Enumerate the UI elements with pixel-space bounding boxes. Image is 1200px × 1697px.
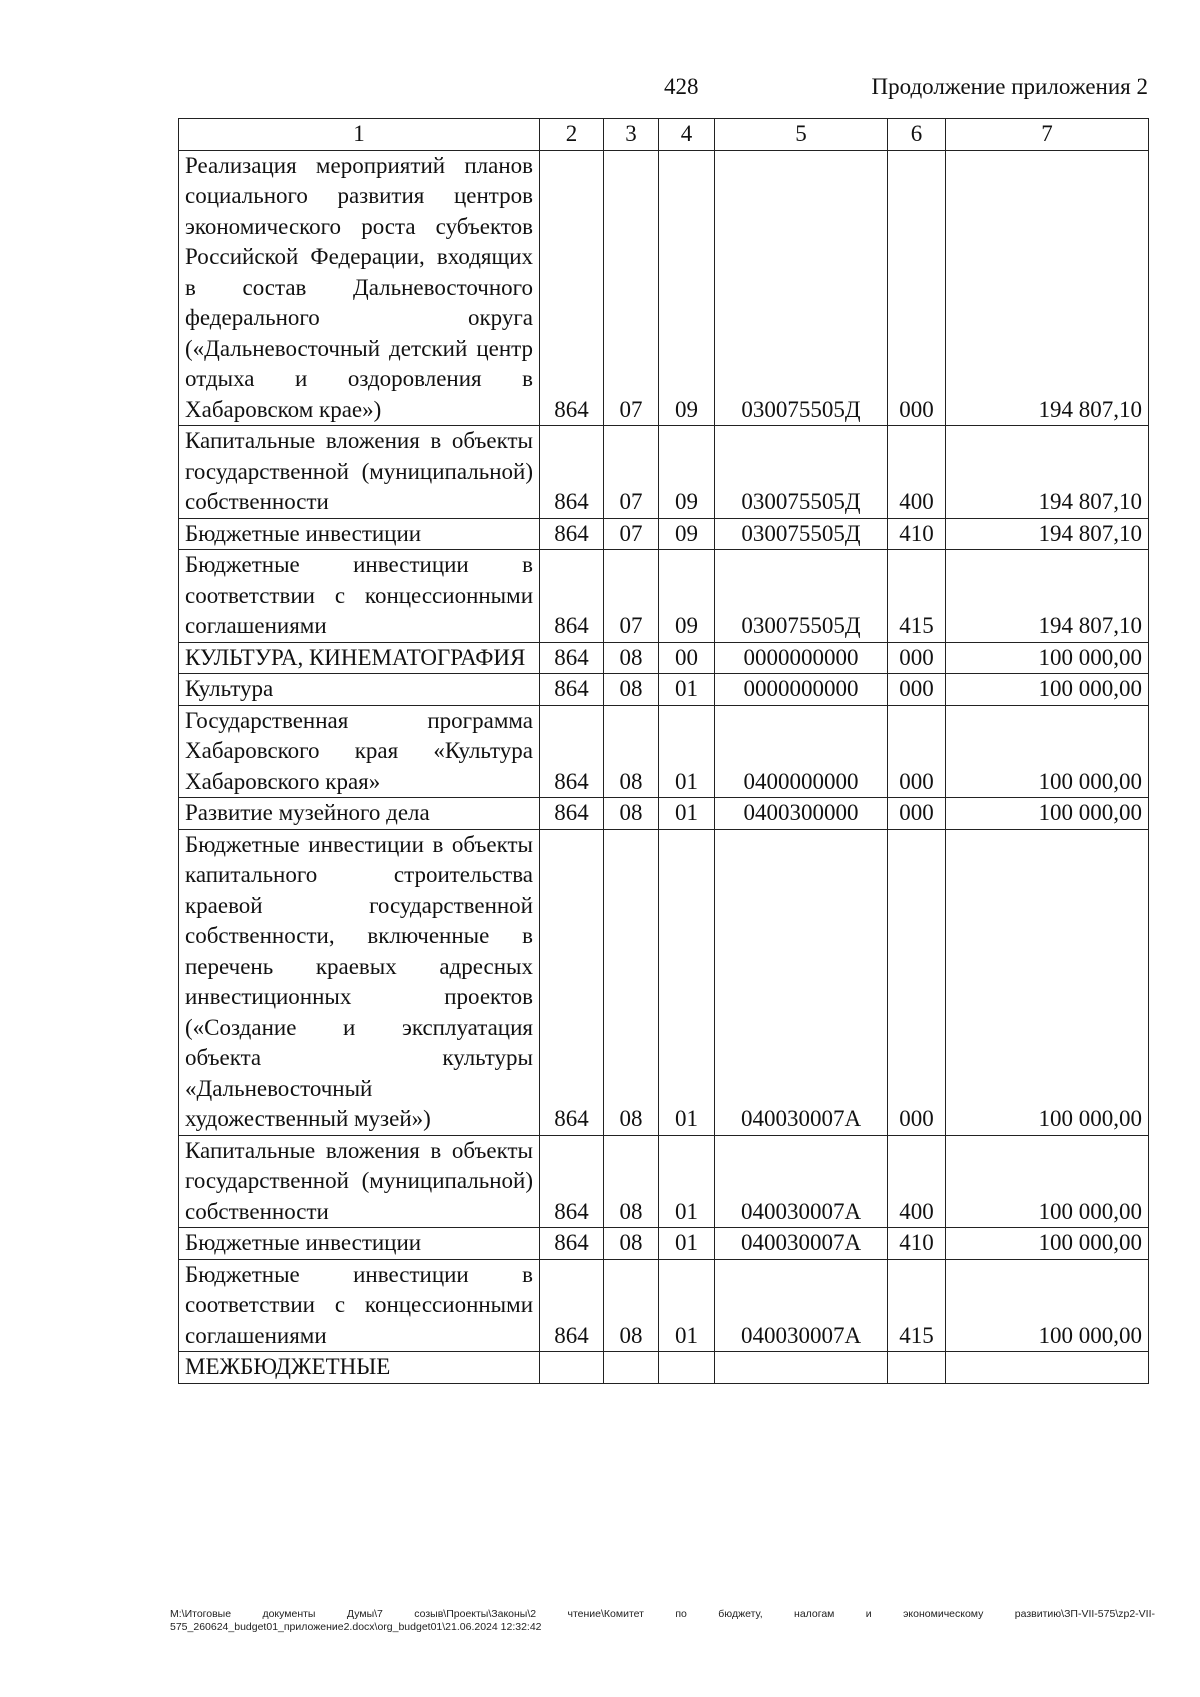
expense-type-cell: 400 — [888, 1135, 946, 1228]
column-header: 6 — [888, 119, 946, 151]
subdivision-code-cell: 01 — [659, 1259, 715, 1352]
subdivision-code-cell: 00 — [659, 642, 715, 674]
subdivision-code-cell: 01 — [659, 798, 715, 830]
amount-cell: 194 807,10 — [946, 550, 1149, 643]
subdivision-code-cell: 01 — [659, 829, 715, 1135]
division-code-cell — [604, 1352, 659, 1384]
section-code-cell: 864 — [540, 1228, 604, 1260]
target-code-cell: 030075505Д — [715, 518, 888, 550]
expense-type-cell — [888, 1352, 946, 1384]
target-code-cell: 040030007А — [715, 1135, 888, 1228]
amount-cell: 100 000,00 — [946, 1228, 1149, 1260]
table-row — [179, 1228, 1149, 1260]
column-header: 7 — [946, 119, 1149, 151]
table-row — [179, 798, 1149, 830]
row-name-cell: Реализация мероприятий планов социального развития центров экономического роста субъектов Российской Федерации, входящих в состав Дальневосточного федерального округа («Дальневосточный детский центр отдыха и оздоровления в Хабаровском крае») — [179, 150, 540, 426]
amount-cell: 100 000,00 — [946, 829, 1149, 1135]
row-name-cell: Капитальные вложения в объекты государственной (муниципальной) собственности — [179, 1135, 540, 1228]
section-code-cell: 864 — [540, 1259, 604, 1352]
table-header-row — [179, 119, 1149, 151]
section-code-cell: 864 — [540, 1135, 604, 1228]
table-row — [179, 426, 1149, 519]
column-header: 5 — [715, 119, 888, 151]
division-code-cell: 08 — [604, 829, 659, 1135]
subdivision-code-cell: 09 — [659, 518, 715, 550]
amount-cell: 194 807,10 — [946, 150, 1149, 426]
section-code-cell: 864 — [540, 705, 604, 798]
column-header: 1 — [179, 119, 540, 151]
row-name-cell: Развитие музейного дела — [179, 798, 540, 830]
target-code-cell: 030075505Д — [715, 426, 888, 519]
row-name-cell: Культура — [179, 674, 540, 706]
expense-type-cell: 000 — [888, 674, 946, 706]
section-code-cell: 864 — [540, 642, 604, 674]
section-code-cell — [540, 1352, 604, 1384]
subdivision-code-cell: 09 — [659, 426, 715, 519]
target-code-cell: 040030007А — [715, 829, 888, 1135]
expense-type-cell: 000 — [888, 150, 946, 426]
column-header: 2 — [540, 119, 604, 151]
target-code-cell: 0000000000 — [715, 674, 888, 706]
expense-type-cell: 000 — [888, 798, 946, 830]
table-row — [179, 642, 1149, 674]
amount-cell: 100 000,00 — [946, 1135, 1149, 1228]
table-row — [179, 705, 1149, 798]
division-code-cell: 07 — [604, 426, 659, 519]
table-row — [179, 1352, 1149, 1384]
target-code-cell: 030075505Д — [715, 550, 888, 643]
section-code-cell: 864 — [540, 829, 604, 1135]
row-name-cell: Бюджетные инвестиции в объекты капитального строительства краевой государственной собственности, включенные в перечень краевых адресных инвестиционных проектов («Создание и эксплуатация объекта культуры «Дальневосточный художественный музей») — [179, 829, 540, 1135]
subdivision-code-cell: 01 — [659, 1228, 715, 1260]
row-name-cell: КУЛЬТУРА, КИНЕМАТОГРАФИЯ — [179, 642, 540, 674]
section-code-cell: 864 — [540, 798, 604, 830]
division-code-cell: 08 — [604, 1135, 659, 1228]
amount-cell: 194 807,10 — [946, 518, 1149, 550]
expense-type-cell: 410 — [888, 518, 946, 550]
amount-cell — [946, 1352, 1149, 1384]
row-name-cell: Бюджетные инвестиции — [179, 518, 540, 550]
division-code-cell: 07 — [604, 550, 659, 643]
target-code-cell: 030075505Д — [715, 150, 888, 426]
column-header: 3 — [604, 119, 659, 151]
table-body — [179, 150, 1149, 1383]
division-code-cell: 07 — [604, 150, 659, 426]
row-name-cell: Государственная программа Хабаровского края «Культура Хабаровского края» — [179, 705, 540, 798]
page-number: 428 — [664, 74, 699, 99]
target-code-cell: 0000000000 — [715, 642, 888, 674]
target-code-cell — [715, 1352, 888, 1384]
row-name-cell: МЕЖБЮДЖЕТНЫЕ — [179, 1352, 540, 1384]
expense-type-cell: 410 — [888, 1228, 946, 1260]
amount-cell: 100 000,00 — [946, 674, 1149, 706]
table-row — [179, 518, 1149, 550]
expense-type-cell: 000 — [888, 829, 946, 1135]
subdivision-code-cell: 01 — [659, 674, 715, 706]
budget-table — [178, 118, 1149, 1384]
expense-type-cell: 400 — [888, 426, 946, 519]
expense-type-cell: 415 — [888, 1259, 946, 1352]
amount-cell: 100 000,00 — [946, 1259, 1149, 1352]
section-code-cell: 864 — [540, 426, 604, 519]
target-code-cell: 0400000000 — [715, 705, 888, 798]
division-code-cell: 08 — [604, 798, 659, 830]
division-code-cell: 08 — [604, 1228, 659, 1260]
expense-type-cell: 415 — [888, 550, 946, 643]
row-name-cell: Капитальные вложения в объекты государственной (муниципальной) собственности — [179, 426, 540, 519]
division-code-cell: 08 — [604, 642, 659, 674]
subdivision-code-cell — [659, 1352, 715, 1384]
continuation-label: Продолжение приложения 2 — [871, 74, 1148, 99]
amount-cell: 100 000,00 — [946, 642, 1149, 674]
section-code-cell: 864 — [540, 518, 604, 550]
target-code-cell: 0400300000 — [715, 798, 888, 830]
subdivision-code-cell: 09 — [659, 150, 715, 426]
row-name-cell: Бюджетные инвестиции в соответствии с концессионными соглашениями — [179, 550, 540, 643]
row-name-cell: Бюджетные инвестиции — [179, 1228, 540, 1260]
target-code-cell: 040030007А — [715, 1228, 888, 1260]
amount-cell: 100 000,00 — [946, 705, 1149, 798]
division-code-cell: 08 — [604, 1259, 659, 1352]
division-code-cell: 08 — [604, 705, 659, 798]
division-code-cell: 07 — [604, 518, 659, 550]
subdivision-code-cell: 09 — [659, 550, 715, 643]
subdivision-code-cell: 01 — [659, 1135, 715, 1228]
division-code-cell: 08 — [604, 674, 659, 706]
expense-type-cell: 000 — [888, 642, 946, 674]
file-path-footer: М:\Итоговые документы Думы\7 созыв\Проекты\Законы\2 чтение\Комитет по бюджету, налогам и экономическому развитию\ЗП-VII-575\zp2-VII-575_260624_budget01_приложение2.docx\org_budget01\21.06.2024 12:32:42 — [170, 1608, 1155, 1633]
expense-type-cell: 000 — [888, 705, 946, 798]
subdivision-code-cell: 01 — [659, 705, 715, 798]
row-name-cell: Бюджетные инвестиции в соответствии с концессионными соглашениями — [179, 1259, 540, 1352]
column-header: 4 — [659, 119, 715, 151]
table-row — [179, 674, 1149, 706]
section-code-cell: 864 — [540, 150, 604, 426]
table-row — [179, 829, 1149, 1135]
amount-cell: 100 000,00 — [946, 798, 1149, 830]
table-row — [179, 1135, 1149, 1228]
table-row — [179, 1259, 1149, 1352]
amount-cell: 194 807,10 — [946, 426, 1149, 519]
section-code-cell: 864 — [540, 674, 604, 706]
table-row — [179, 150, 1149, 426]
table-row — [179, 550, 1149, 643]
target-code-cell: 040030007А — [715, 1259, 888, 1352]
section-code-cell: 864 — [540, 550, 604, 643]
